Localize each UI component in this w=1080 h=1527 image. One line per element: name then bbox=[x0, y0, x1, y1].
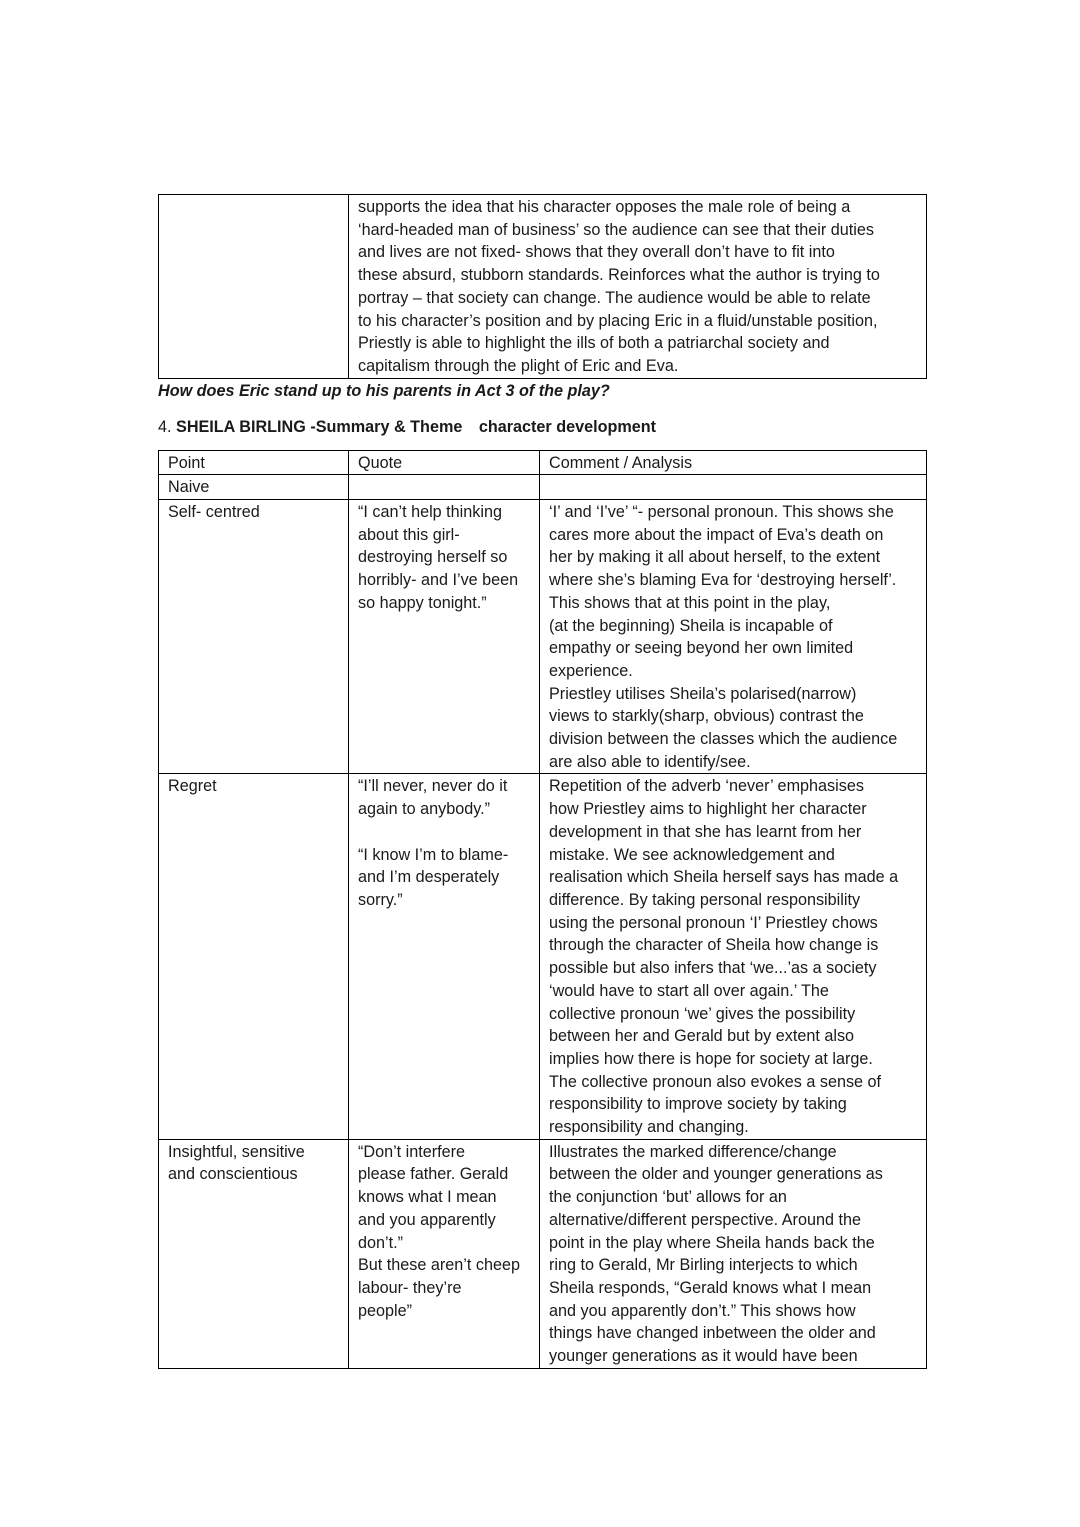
comment-line: between the older and younger generations as bbox=[549, 1165, 883, 1184]
analysis-line: and lives are not fixed- shows that they overall don’t have to fit into bbox=[358, 243, 835, 262]
section-title: SHEILA BIRLING -Summary & Theme bbox=[176, 417, 463, 436]
point-cell bbox=[159, 774, 349, 1139]
comment-line: empathy or seeing beyond her own limited bbox=[549, 639, 854, 658]
comment-line: (at the beginning) Sheila is incapable of bbox=[549, 616, 833, 635]
question-prompt: How does Eric stand up to his parents in Act 3 of the play? bbox=[158, 381, 610, 400]
comment-line: are also able to identify/see. bbox=[549, 752, 751, 771]
quote-line: please father. Gerald bbox=[358, 1165, 509, 1184]
header-comment: Comment / Analysis bbox=[540, 450, 927, 475]
analysis-line: supports the idea that his character opposes the male role of being a bbox=[358, 198, 851, 216]
point-cell bbox=[159, 500, 349, 774]
comment-line: the conjunction ‘but’ allows for an bbox=[549, 1188, 787, 1207]
table-row bbox=[159, 1139, 927, 1368]
comment-line: things have changed inbetween the older and bbox=[549, 1324, 876, 1343]
comment-line: difference. By taking personal responsibility bbox=[549, 890, 861, 909]
table-row bbox=[159, 500, 927, 774]
comment-cell bbox=[540, 774, 927, 1139]
section-heading bbox=[158, 416, 926, 438]
comment-line: where she’s blaming Eva for ‘destroying herself’. bbox=[549, 571, 897, 590]
quote-cell bbox=[349, 1139, 540, 1368]
analysis-line: ‘hard-headed man of business’ so the audience can see that their duties bbox=[358, 220, 874, 239]
comment-line: This shows that at this point in the play, bbox=[549, 593, 831, 612]
comment-cell bbox=[540, 475, 927, 500]
analysis-line: to his character’s position and by placing Eric in a fluid/unstable position, bbox=[358, 311, 878, 330]
quote-cell bbox=[349, 500, 540, 774]
analysis-line: Priestly is able to highlight the ills of both a patriarchal society and bbox=[358, 334, 830, 353]
header-point: Point bbox=[159, 450, 349, 475]
quote-line: and I’m desperately bbox=[358, 868, 500, 887]
comment-line: experience. bbox=[549, 661, 633, 680]
point-label: Insightful, sensitive bbox=[168, 1142, 305, 1161]
quote-line: about this girl- bbox=[358, 525, 460, 544]
quote-line: labour- they’re bbox=[358, 1278, 462, 1297]
table-header-row bbox=[159, 450, 927, 475]
quote-cell bbox=[349, 774, 540, 1139]
comment-line: development in that she has learnt from her bbox=[549, 822, 862, 841]
section-number: 4. bbox=[158, 417, 172, 436]
comment-line: and you apparently don’t.” This shows how bbox=[549, 1301, 856, 1320]
comment-line: between her and Gerald but by extent also bbox=[549, 1027, 855, 1046]
comment-cell bbox=[540, 1139, 927, 1368]
character-analysis-table bbox=[158, 450, 927, 1369]
comment-line: responsibility to improve society by taking bbox=[549, 1095, 847, 1114]
quote-line: “Don’t interfere bbox=[358, 1142, 466, 1161]
comment-line: The collective pronoun also evokes a sense of bbox=[549, 1072, 882, 1091]
table-row bbox=[159, 195, 927, 379]
quote-line: again to anybody.” bbox=[358, 800, 490, 819]
quote-line: horribly- and I’ve been bbox=[358, 571, 519, 590]
comment-line: Repetition of the adverb ‘never’ emphasises bbox=[549, 777, 864, 796]
analysis-line: these absurd, stubborn standards. Reinforces what the author is trying to bbox=[358, 266, 880, 285]
comment-line: cares more about the impact of Eva’s death on bbox=[549, 525, 884, 544]
comment-line: collective pronoun ‘we’ gives the possibility bbox=[549, 1004, 856, 1023]
comment-line: Sheila responds, “Gerald knows what I mean bbox=[549, 1278, 872, 1297]
quote-line: so happy tonight.” bbox=[358, 593, 487, 612]
comment-line: ring to Gerald, Mr Birling interjects to which bbox=[549, 1256, 858, 1275]
comment-line: possible but also infers that ‘we...’as a society bbox=[549, 959, 877, 978]
comment-line: implies how there is hope for society at large. bbox=[549, 1049, 873, 1068]
table-row bbox=[159, 774, 927, 1139]
comment-line: mistake. We see acknowledgement and bbox=[549, 845, 835, 864]
table-row bbox=[159, 475, 927, 500]
continued-analysis-cell bbox=[349, 195, 927, 379]
continued-analysis-table bbox=[158, 194, 927, 379]
analysis-line: capitalism through the plight of Eric and Eva. bbox=[358, 356, 679, 375]
comment-line: through the character of Sheila how change is bbox=[549, 936, 879, 955]
quote-line: “I know I’m to blame- bbox=[358, 845, 509, 864]
quote-line: “I can’t help thinking bbox=[358, 503, 502, 522]
comment-line: Priestley utilises Sheila’s polarised(narrow) bbox=[549, 684, 857, 703]
point-label: Regret bbox=[168, 777, 217, 796]
empty-point-cell bbox=[159, 195, 349, 379]
comment-line: ‘I’ and ‘I’ve’ “- personal pronoun. This shows she bbox=[549, 503, 894, 522]
comment-line: views to starkly(sharp, obvious) contrast the bbox=[549, 707, 864, 726]
comment-line: responsibility and changing. bbox=[549, 1118, 749, 1137]
document-page bbox=[158, 194, 926, 1369]
comment-line: younger generations as it would have been bbox=[549, 1347, 858, 1366]
comment-line: point in the play where Sheila hands back the bbox=[549, 1233, 875, 1252]
comment-line: Illustrates the marked difference/change bbox=[549, 1142, 837, 1161]
point-cell bbox=[159, 1139, 349, 1368]
quote-cell bbox=[349, 475, 540, 500]
comment-line: ‘would have to start all over again.’ The bbox=[549, 981, 829, 1000]
comment-line: how Priestley aims to highlight her character bbox=[549, 800, 867, 819]
comment-line: her by making it all about herself, to the extent bbox=[549, 548, 881, 567]
comment-cell bbox=[540, 500, 927, 774]
quote-line: “I’ll never, never do it bbox=[358, 777, 508, 796]
quote-line: destroying herself so bbox=[358, 548, 508, 567]
point-label: Self- centred bbox=[168, 503, 260, 522]
comment-line: alternative/different perspective. Around the bbox=[549, 1210, 861, 1229]
quote-line: But these aren’t cheep bbox=[358, 1256, 520, 1275]
point-label: and conscientious bbox=[168, 1165, 298, 1184]
point-label: Naive bbox=[168, 478, 210, 497]
quote-line: sorry.” bbox=[358, 890, 403, 909]
analysis-line: portray – that society can change. The audience would be able to relate bbox=[358, 288, 871, 307]
point-cell bbox=[159, 475, 349, 500]
header-quote: Quote bbox=[349, 450, 540, 475]
comment-line: division between the classes which the audience bbox=[549, 730, 898, 749]
quote-line: knows what I mean bbox=[358, 1188, 497, 1207]
quote-line: don’t.” bbox=[358, 1233, 403, 1252]
quote-line: and you apparently bbox=[358, 1210, 496, 1229]
quote-line: people” bbox=[358, 1301, 413, 1320]
comment-line: realisation which Sheila herself says has made a bbox=[549, 868, 899, 887]
section-subtitle: character development bbox=[478, 417, 657, 436]
comment-line: using the personal pronoun ‘I’ Priestley chows bbox=[549, 913, 878, 932]
